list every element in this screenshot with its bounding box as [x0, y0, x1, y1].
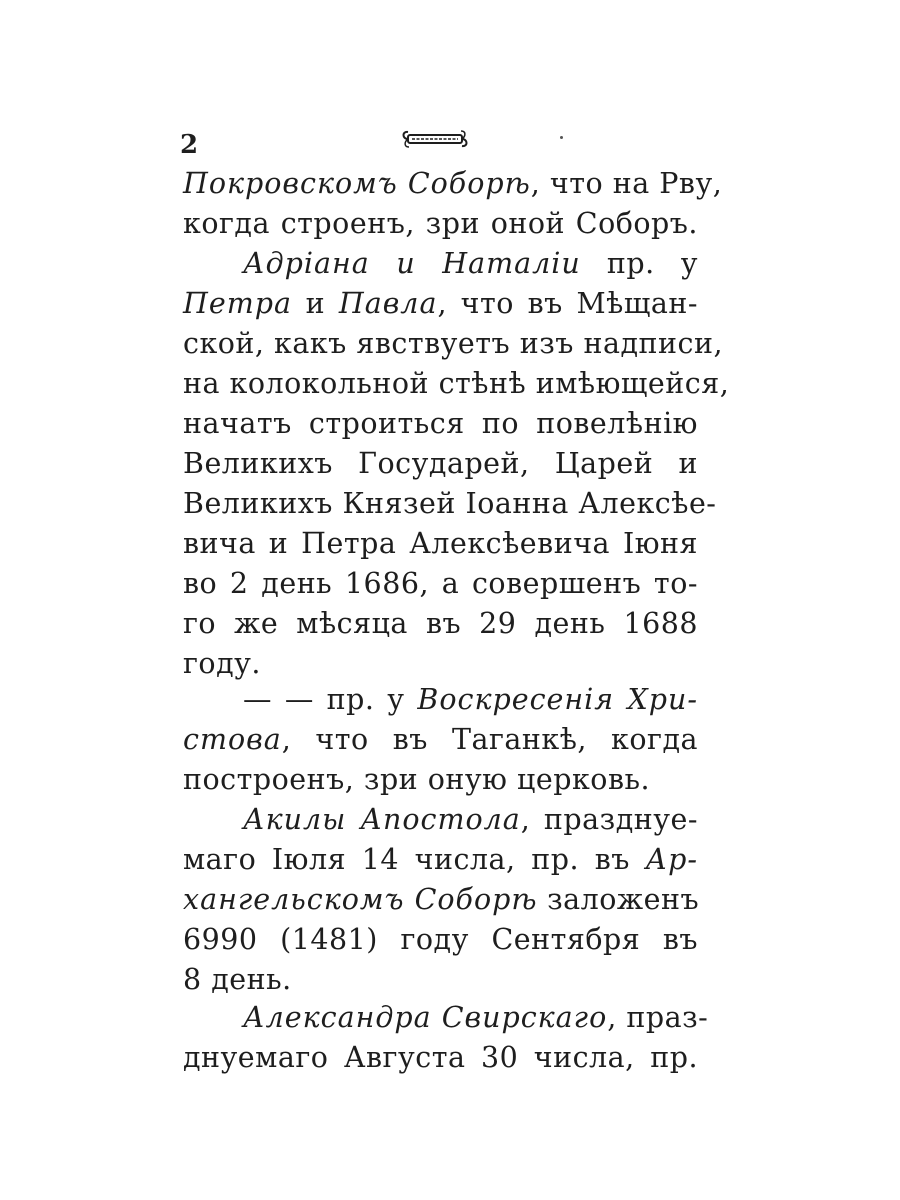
- text-segment: 8 день.: [183, 963, 292, 996]
- text-segment: пр. у: [580, 247, 698, 280]
- text-segment: построенъ, зри оную церковь.: [183, 763, 651, 796]
- text-line: [243, 800, 698, 840]
- text-segment: Великихъ Государей, Царей и: [183, 447, 698, 480]
- text-line: [243, 680, 698, 720]
- text-line: [183, 1038, 698, 1078]
- italic-text: Петра: [183, 287, 292, 320]
- italic-text: стова: [183, 723, 282, 756]
- text-segment: , что на Рву,: [530, 167, 723, 200]
- print-speck: [560, 136, 563, 139]
- text-segment: когда строенъ, зри оной Соборъ.: [183, 207, 698, 240]
- italic-text: Покровскомъ Соборѣ: [183, 167, 531, 200]
- text-line: [183, 284, 698, 324]
- text-segment: , празднуе-: [520, 803, 698, 836]
- text-line: [243, 244, 698, 284]
- text-line: [183, 880, 698, 920]
- text-line: [183, 760, 698, 800]
- text-segment: — — пр. у: [243, 683, 418, 716]
- text-line: [183, 840, 698, 880]
- text-segment: маго Іюля 14 числа, пр. въ: [183, 843, 646, 876]
- text-segment: начатъ строиться по повелѣнію: [183, 407, 698, 440]
- text-segment: году.: [183, 647, 261, 680]
- text-segment: Великихъ Князей Іоанна Алексѣе-: [183, 487, 717, 520]
- text-segment: днуемаго Августа 30 числа, пр.: [183, 1041, 698, 1074]
- text-line: [183, 960, 698, 1000]
- italic-text: Адріана и Наталіи: [243, 247, 581, 280]
- italic-text: Павла: [338, 287, 438, 320]
- text-segment: заложенъ: [537, 883, 700, 916]
- text-line: [243, 998, 709, 1038]
- italic-text: Александра Свирскаго: [243, 1001, 608, 1034]
- text-line: [183, 920, 698, 960]
- text-line: [183, 364, 730, 404]
- text-segment: вича и Петра Алексѣевича Іюня: [183, 527, 698, 560]
- text-segment: , что въ Таганкѣ, когда: [281, 723, 698, 756]
- scroll-ornament-icon: [400, 126, 470, 152]
- page-number: 2: [180, 130, 199, 160]
- text-line: [183, 720, 698, 760]
- italic-text: Ар-: [645, 843, 698, 876]
- text-line: [183, 444, 698, 484]
- text-segment: во 2 день 1686, а совершенъ то-: [183, 567, 698, 600]
- text-line: [183, 204, 698, 244]
- italic-text: Воскресенія Хри-: [417, 683, 698, 716]
- text-segment: на колокольной стѣнѣ имѣющейся,: [183, 367, 730, 400]
- text-line: [183, 324, 724, 364]
- text-line: [183, 404, 698, 444]
- text-line: [183, 484, 717, 524]
- text-line: [183, 644, 698, 684]
- text-segment: 6990 (1481) году Сентября въ: [183, 923, 698, 956]
- text-line: [183, 164, 723, 204]
- text-line: [183, 524, 698, 564]
- text-segment: , праз-: [607, 1001, 709, 1034]
- text-segment: го же мѣсяца въ 29 день 1688: [183, 607, 698, 640]
- text-line: [183, 564, 698, 604]
- text-segment: и: [291, 287, 339, 320]
- text-segment: , что въ Мѣщан-: [437, 287, 698, 320]
- text-line: [183, 604, 698, 644]
- italic-text: Акилы Апостола: [243, 803, 521, 836]
- text-segment: ской, какъ явствуетъ изъ надписи,: [183, 327, 724, 360]
- italic-text: хангельскомъ Соборѣ: [183, 883, 538, 916]
